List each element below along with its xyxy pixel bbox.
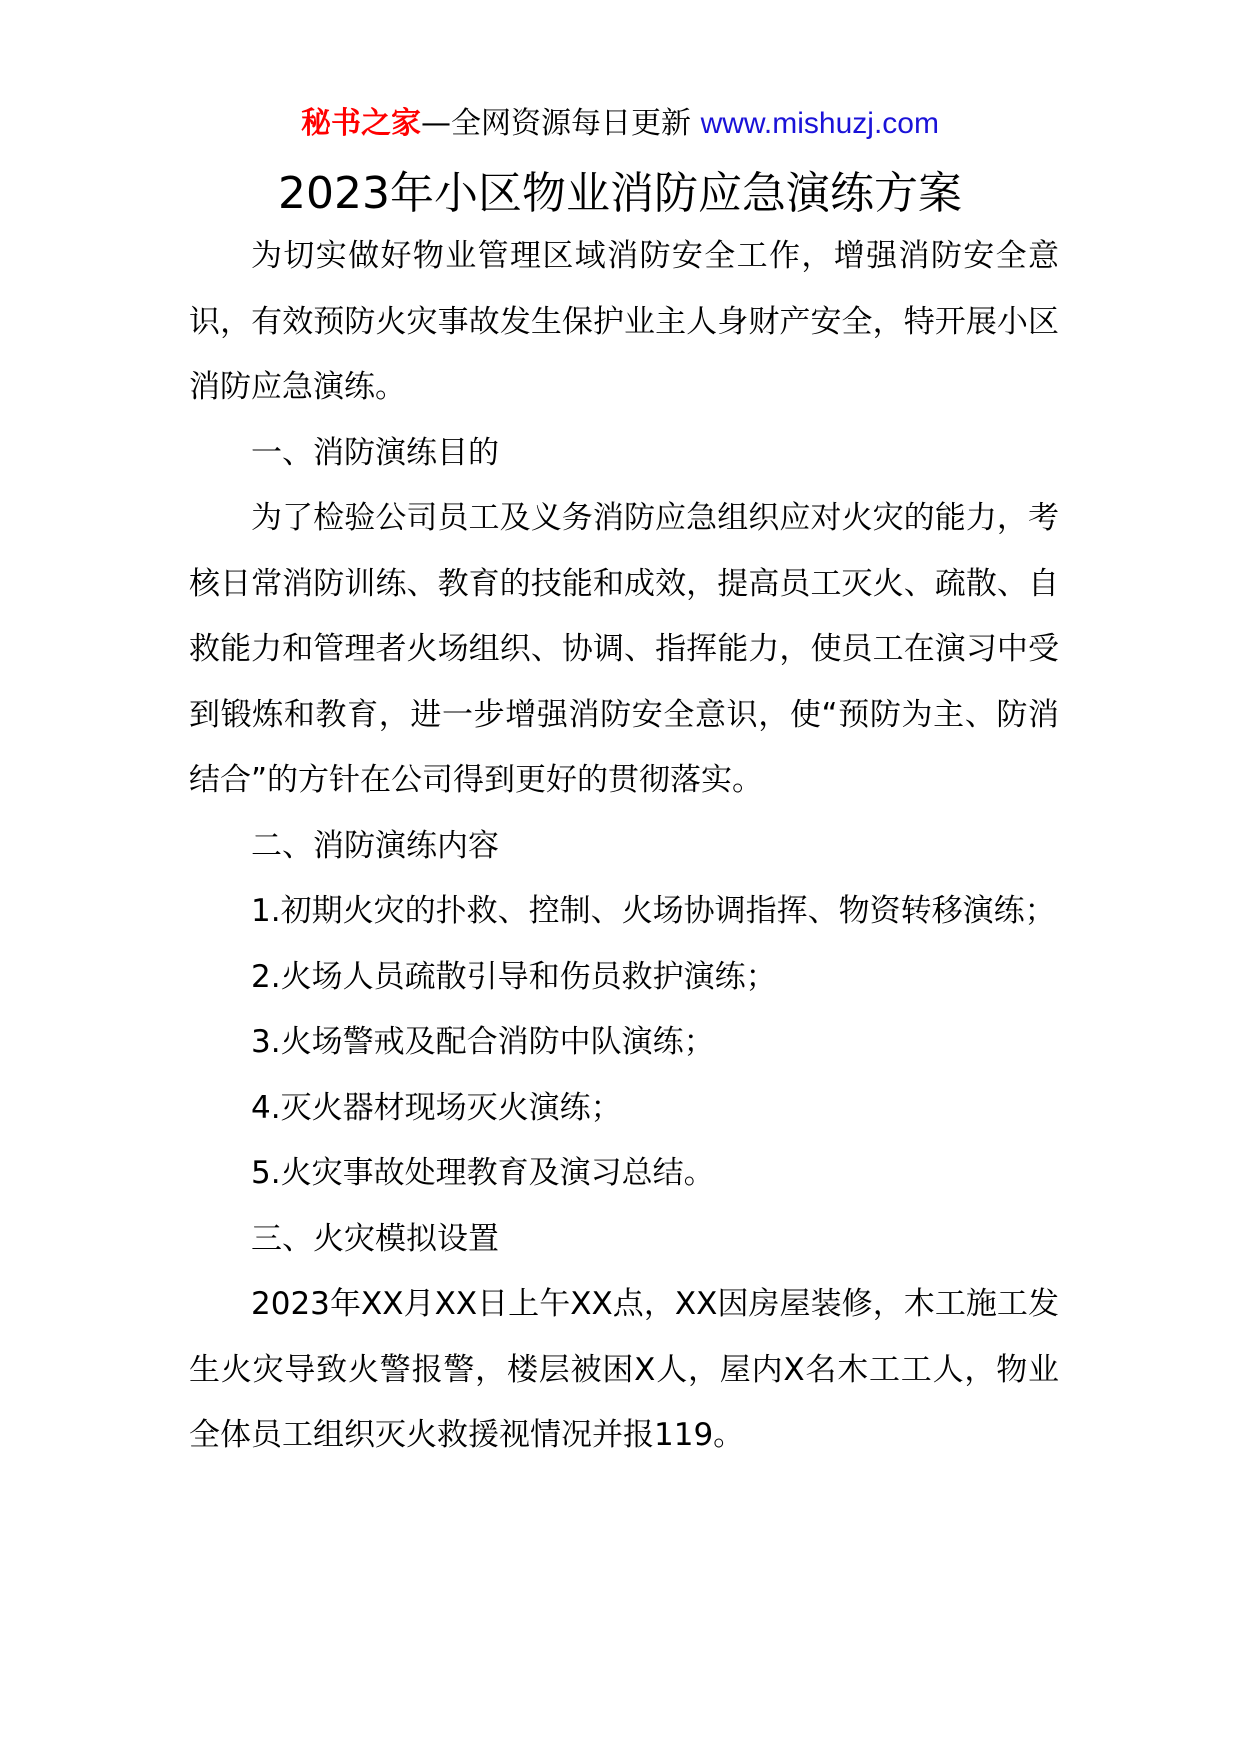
brand-name: 秘书之家 <box>301 106 422 141</box>
content-item-1: 1.初期火灾的扑救、控制、火场协调指挥、物资转移演练； <box>251 893 1056 929</box>
section-heading-purpose: 一、消防演练目的 <box>251 434 499 471</box>
section-heading-simulation: 三、火灾模拟设置 <box>251 1220 499 1257</box>
content-item-2: 2.火场人员疏散引导和伤员救护演练； <box>251 958 777 995</box>
simulation-paragraph: 2023年XX月XX日上午XX点，XX因房屋装修，木工施工发生火灾导致火警报警，楼层被困X人，屋内X名木工工人，物业全体员工组织灭火救援视情况并报119。 <box>189 1286 1059 1453</box>
content-item-5: 5.火灾事故处理教育及演习总结。 <box>251 1155 715 1191</box>
content-item-4: 4.灭火器材现场灭火演练； <box>251 1089 622 1126</box>
section-heading-content: 二、消防演练内容 <box>251 827 499 864</box>
site-banner <box>0 102 1240 146</box>
document-body <box>189 224 1059 1469</box>
site-url-link[interactable]: www.mishuzj.com <box>700 107 939 140</box>
document-title: 2023年小区物业消防应急演练方案 <box>278 168 962 219</box>
intro-paragraph: 为切实做好物业管理区域消防安全工作，增强消防安全意识，有效预防火灾事故发生保护业主人身财产安全，特开展小区消防应急演练。 <box>189 238 1059 405</box>
purpose-paragraph: 为了检验公司员工及义务消防应急组织应对火灾的能力，考核日常消防训练、教育的技能和成效，提高员工灭火、疏散、自救能力和管理者火场组织、协调、指挥能力，使员工在演习中受到锻炼和教育，进一步增强消防安全意识，使“预防为主、防消结合”的方针在公司得到更好的贯彻落实。 <box>189 500 1059 798</box>
content-item-3: 3.火场警戒及配合消防中队演练； <box>251 1024 715 1060</box>
banner-slogan: —全网资源每日更新 <box>421 106 701 141</box>
